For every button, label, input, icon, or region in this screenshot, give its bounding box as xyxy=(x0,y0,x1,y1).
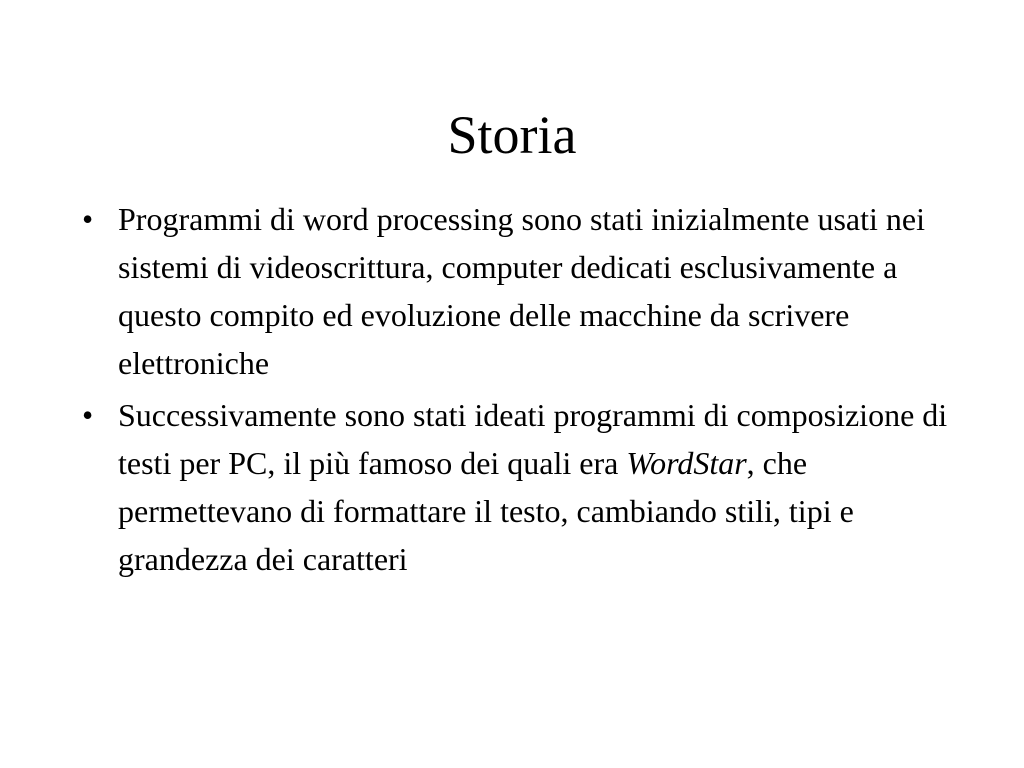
bullet-item-1 xyxy=(82,195,972,387)
bullet-item-2 xyxy=(82,391,972,583)
bullet-marker: • xyxy=(82,397,94,433)
slide-title: Storia xyxy=(447,105,577,165)
bullet-text-after: , che permettevano di formattare il testo, cambiando stili, tipi e grandezza dei caratteri xyxy=(118,445,854,577)
bullet-text: Programmi di word processing sono stati inizialmente usati nei sistemi di videoscrittura, computer dedicati esclusivamente a questo compito ed evoluzione delle macchine da scrivere elettroniche xyxy=(118,201,925,381)
bullet-list xyxy=(82,195,972,587)
bullet-emphasis: WordStar xyxy=(626,445,747,481)
bullet-text-before: Successivamente sono stati ideati programmi di composizione di testi per PC, il più famoso dei quali era xyxy=(118,397,948,481)
bullet-marker: • xyxy=(82,201,94,237)
